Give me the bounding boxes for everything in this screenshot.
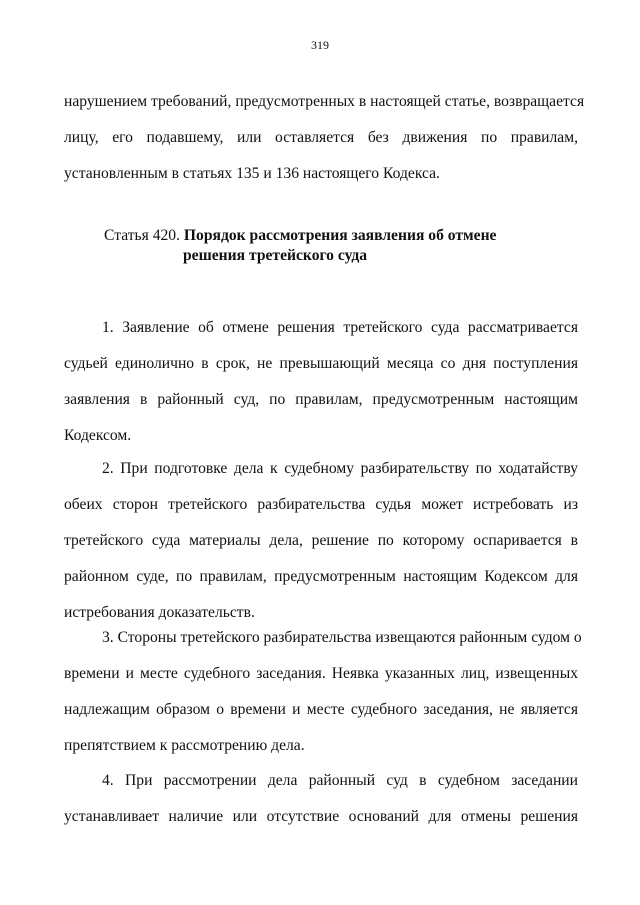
paragraph-2 — [64, 451, 578, 631]
text-line: судьей единолично в срок, не превышающий месяца со дня поступления — [64, 355, 578, 372]
text-line: 3. Стороны третейского разбирательства извещаются районным судом о — [102, 629, 582, 646]
text-line: районном суде, по правилам, предусмотренным настоящим Кодексом для — [64, 568, 578, 585]
text-line: заявления в районный суд, по правилам, предусмотренным настоящим — [64, 391, 578, 408]
text-line: устанавливает наличие или отсутствие оснований для отмены решения — [64, 808, 578, 825]
text-line: истребования доказательств. — [64, 604, 255, 621]
article-title-line1: Порядок рассмотрения заявления об отмене — [183, 227, 497, 244]
article-title-line2: решения третейского суда — [183, 247, 368, 264]
text-line: обеих сторон третейского разбирательства судья может истребовать из — [64, 496, 578, 513]
paragraph-3 — [64, 620, 582, 764]
text-line: 2. При подготовке дела к судебному разбирательству по ходатайству — [102, 460, 578, 477]
text-line: 1. Заявление об отмене решения третейского суда рассматривается — [102, 319, 578, 336]
intro-paragraph — [64, 84, 585, 192]
page-number: 319 — [311, 38, 329, 52]
article-heading — [104, 226, 496, 266]
article-label: Статья 420. — [104, 227, 181, 244]
paragraph-1 — [64, 310, 578, 454]
text-line: времени и месте судебного заседания. Неявка указанных лиц, извещенных — [64, 665, 578, 682]
text-line: 4. При рассмотрении дела районный суд в судебном заседании — [102, 772, 578, 789]
text-line: нарушением требований, предусмотренных в настоящей статье, возвращается — [64, 93, 585, 110]
text-line: установленным в статьях 135 и 136 настоящего Кодекса. — [64, 165, 440, 182]
text-line: Кодексом. — [64, 427, 132, 444]
text-line: лицу, его подавшему, или оставляется без движения по правилам, — [64, 129, 578, 146]
text-line: препятствием к рассмотрению дела. — [64, 737, 305, 754]
text-line: надлежащим образом о времени и месте судебного заседания, не является — [64, 701, 578, 718]
text-line: третейского суда материалы дела, решение по которому оспаривается в — [64, 532, 578, 549]
paragraph-4 — [64, 763, 578, 835]
